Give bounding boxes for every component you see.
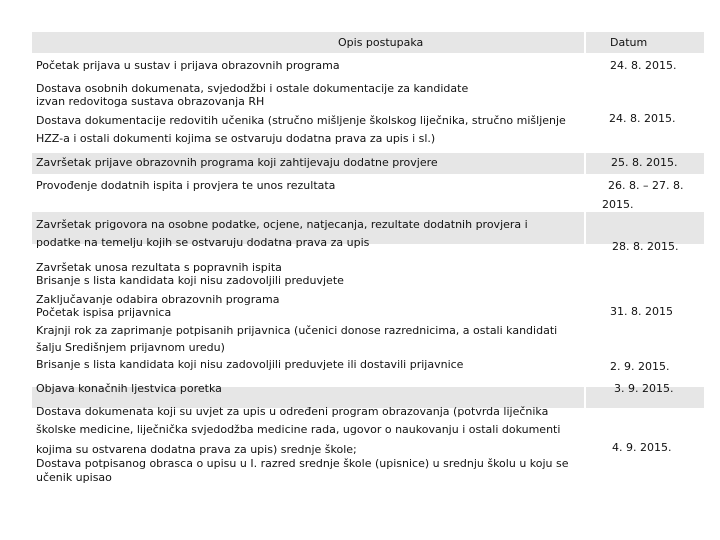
- column-separator: [584, 153, 586, 174]
- row-text: Dostava osobnih dokumenata, svjedodžbi i ostale dokumentacije za kandidate: [36, 82, 469, 95]
- row-text: Brisanje s lista kandidata koji nisu zadovoljili preduvjete: [36, 274, 344, 287]
- row-date: 4. 9. 2015.: [612, 441, 672, 454]
- row-text: Objava konačnih ljestvica poretka: [36, 382, 222, 395]
- row-text: školske medicine, liječnička svjedodžba medicine rada, ugovor o naukovanju i ostali dokumenti: [36, 423, 561, 436]
- column-separator: [584, 387, 586, 408]
- row-text: izvan redovitoga sustava obrazovanja RH: [36, 95, 265, 108]
- column-separator: [584, 212, 586, 244]
- row-text: Provođenje dodatnih ispita i provjera te unos rezultata: [36, 179, 336, 192]
- row-text: Krajnji rok za zaprimanje potpisanih prijavnica (učenici donose razrednicima, a ostali kandidati: [36, 324, 558, 337]
- row-text: HZZ-a i ostali dokumenti kojima se ostvaruju dodatna prava za upis i sl.): [36, 132, 436, 145]
- row-date: 31. 8. 2015: [610, 305, 673, 318]
- row-text: Završetak prijave obrazovnih programa koji zahtijevaju dodatne provjere: [36, 156, 438, 169]
- header-description: Opis postupaka: [338, 36, 424, 49]
- row-date: 24. 8. 2015.: [610, 59, 677, 72]
- schedule-table: [32, 32, 704, 486]
- row-text: Zaključavanje odabira obrazovnih programa: [36, 293, 280, 306]
- row-text: Brisanje s lista kandidata koji nisu zadovoljili preduvjete ili dostavili prijavnice: [36, 358, 464, 371]
- row-text: Početak prijava u sustav i prijava obrazovnih programa: [36, 59, 340, 72]
- row-date: 28. 8. 2015.: [612, 240, 679, 253]
- row-text: šalju Središnjem prijavnom uredu): [36, 341, 225, 354]
- row-text: Dostava dokumentacije redovitih učenika (stručno mišljenje školskog liječnika, stručno mišljenje: [36, 114, 566, 127]
- row-date: 26. 8. – 27. 8.: [608, 179, 684, 192]
- row-text: podatke na temelju kojih se ostvaruju dodatna prava za upis: [36, 236, 370, 249]
- row-date: 2. 9. 2015.: [610, 360, 670, 373]
- row-text: Završetak unosa rezultata s popravnih ispita: [36, 261, 282, 274]
- row-date: 25. 8. 2015.: [611, 156, 678, 169]
- row-text: Završetak prigovora na osobne podatke, ocjene, natjecanja, rezultate dodatnih provjera i: [36, 218, 528, 231]
- row-text: učenik upisao: [36, 471, 112, 484]
- row-date: 3. 9. 2015.: [614, 382, 674, 395]
- row-text: Dostava potpisanog obrasca o upisu u I. razred srednje škole (upisnice) u srednju školu u koju se: [36, 457, 569, 470]
- column-separator: [584, 32, 586, 53]
- row-text: Početak ispisa prijavnica: [36, 306, 172, 319]
- header-date: Datum: [610, 36, 648, 49]
- row-date: 24. 8. 2015.: [609, 112, 676, 125]
- row-text: Dostava dokumenata koji su uvjet za upis u određeni program obrazovanja (potvrda liječnika: [36, 405, 549, 418]
- row-date: 2015.: [602, 198, 634, 211]
- row-text: kojima su ostvarena dodatna prava za upis) srednje škole;: [36, 443, 357, 456]
